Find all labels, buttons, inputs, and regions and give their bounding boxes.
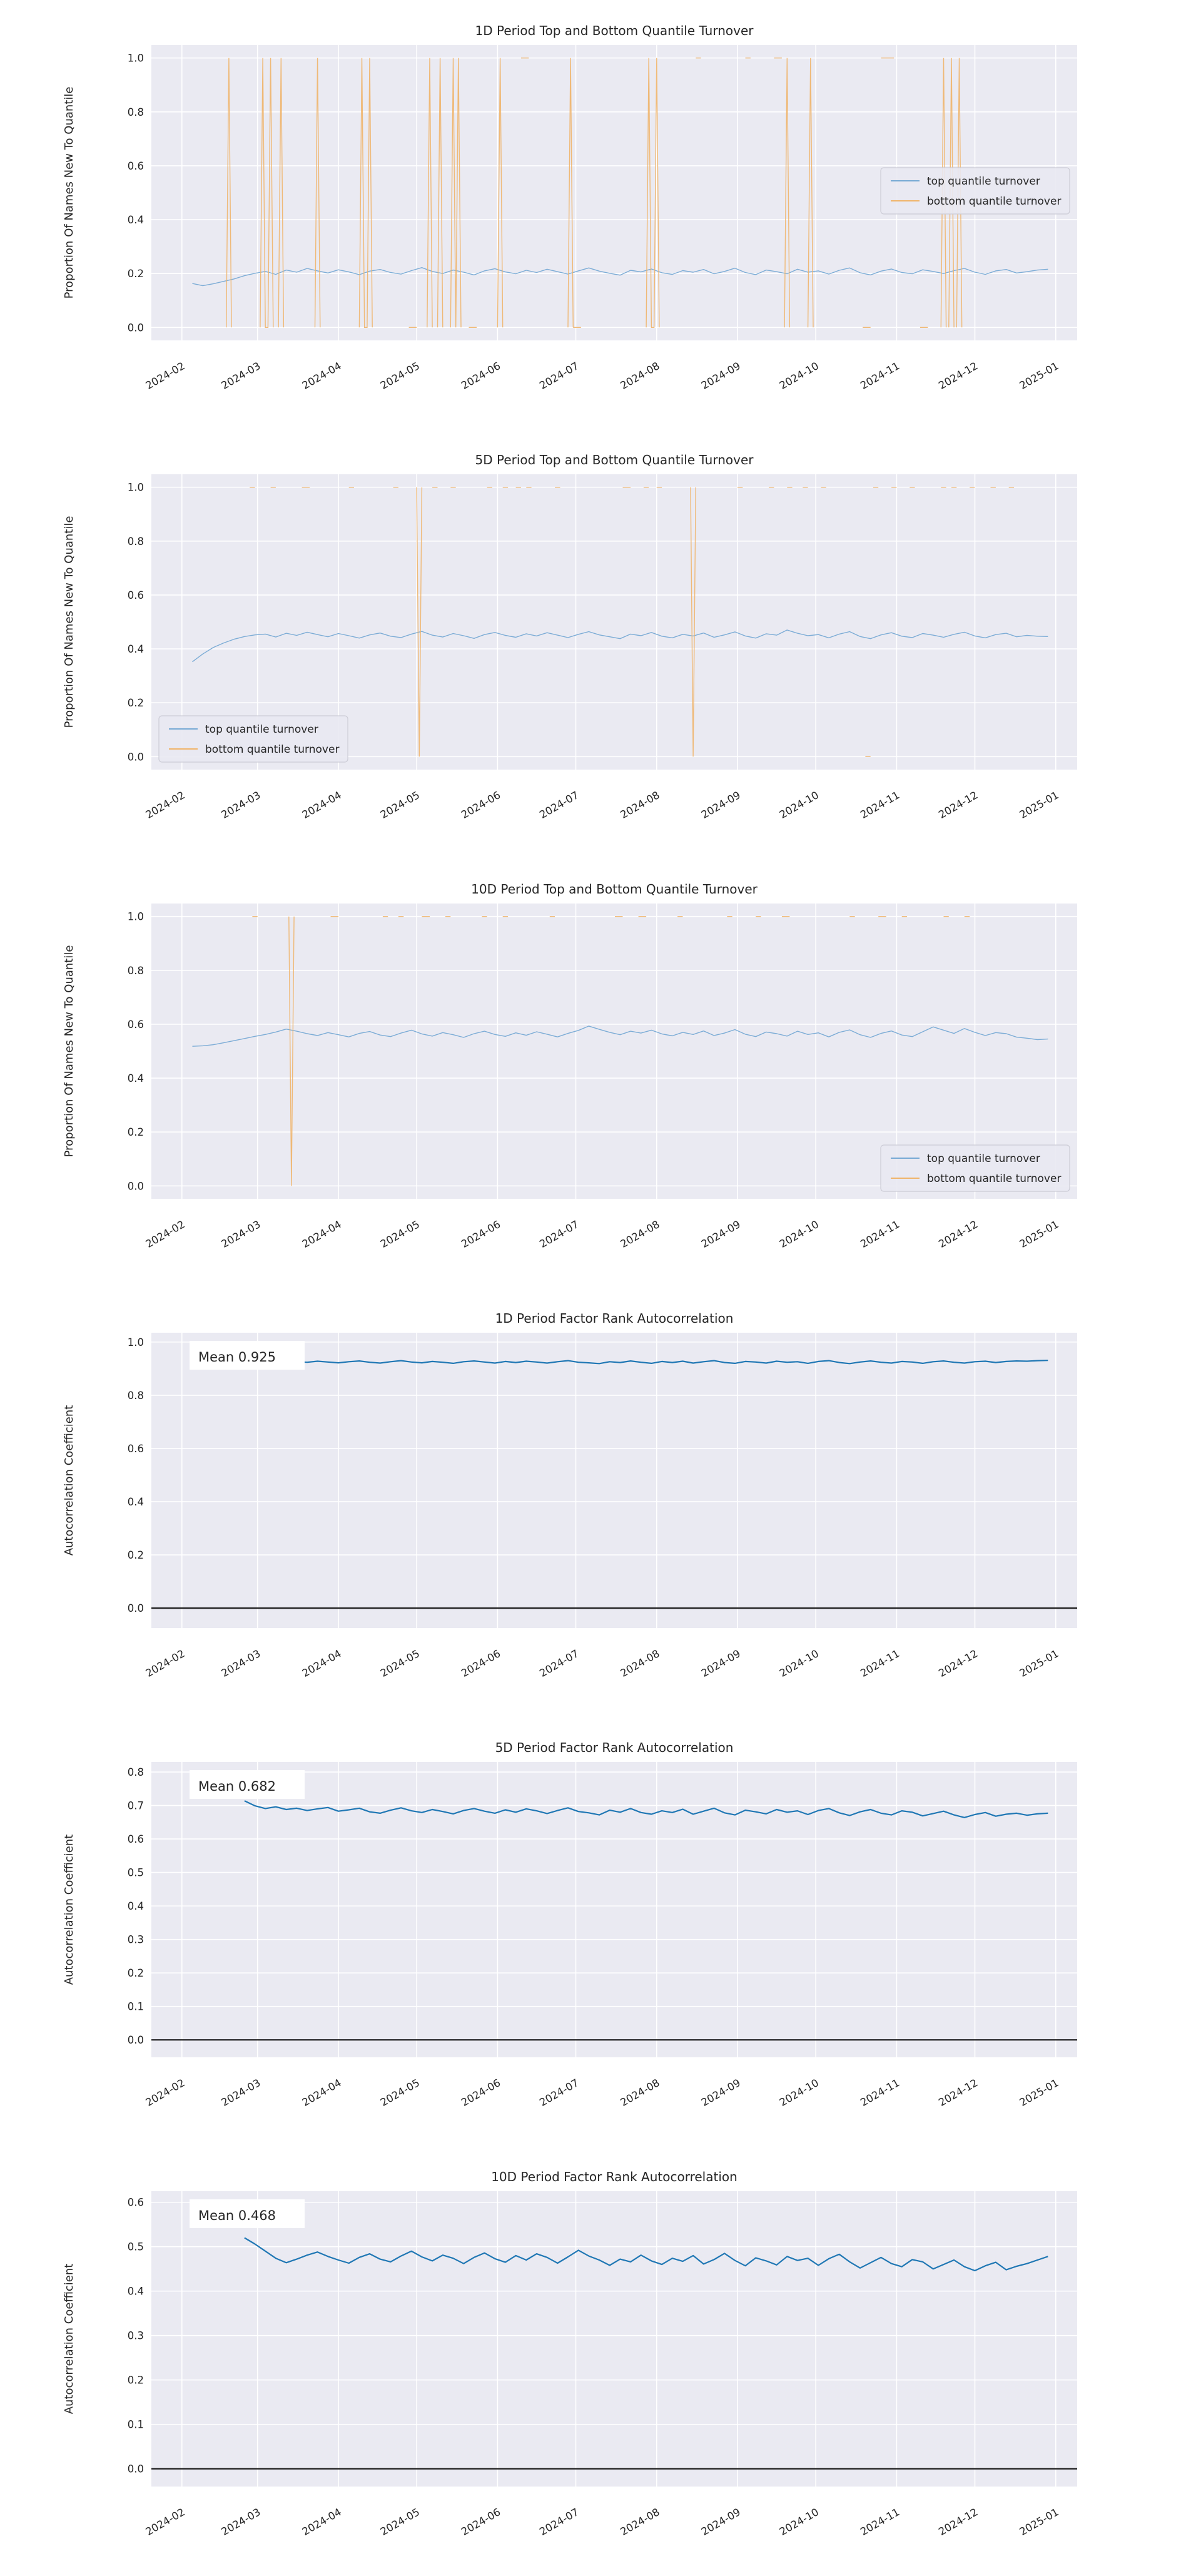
x-tick-label: 2024-09 bbox=[699, 1218, 743, 1250]
y-tick-label: 0.5 bbox=[127, 2241, 144, 2253]
subplot-5d-turnover bbox=[0, 429, 1201, 858]
y-tick-label: 0.4 bbox=[127, 214, 144, 227]
x-tick-label: 2024-10 bbox=[777, 360, 821, 392]
x-tick-label: 2024-07 bbox=[537, 1647, 581, 1679]
x-tick-label: 2024-06 bbox=[459, 2506, 503, 2538]
x-tick-label: 2024-04 bbox=[300, 1218, 344, 1250]
x-tick-label: 2024-07 bbox=[537, 789, 581, 821]
y-tick-label: 0.6 bbox=[127, 160, 144, 172]
x-tick-label: 2024-05 bbox=[378, 1218, 422, 1250]
x-tick-label: 2024-12 bbox=[936, 2506, 980, 2538]
y-axis-label: Proportion Of Names New To Quantile bbox=[63, 945, 76, 1158]
x-tick-label: 2024-06 bbox=[459, 2077, 503, 2109]
legend-label: top quantile turnover bbox=[927, 1153, 1040, 1165]
x-tick-label: 2024-02 bbox=[143, 2077, 187, 2109]
x-tick-label: 2025-01 bbox=[1017, 1647, 1061, 1679]
x-tick-label: 2024-08 bbox=[618, 360, 662, 392]
y-axis-label: Proportion Of Names New To Quantile bbox=[63, 516, 76, 728]
y-tick-label: 0.2 bbox=[127, 1549, 144, 1562]
y-tick-label: 0.8 bbox=[127, 1766, 144, 1779]
y-tick-label: 0.0 bbox=[127, 322, 144, 334]
x-tick-label: 2024-07 bbox=[537, 2077, 581, 2109]
y-axis-label: Autocorrelation Coefficient bbox=[63, 2263, 76, 2415]
legend-label: top quantile turnover bbox=[927, 175, 1040, 188]
y-tick-label: 0.2 bbox=[127, 268, 144, 280]
x-tick-label: 2024-06 bbox=[459, 789, 503, 821]
chart-svg bbox=[0, 1288, 1201, 1717]
x-tick-label: 2024-02 bbox=[143, 789, 187, 821]
x-tick-label: 2024-04 bbox=[300, 360, 344, 392]
y-tick-label: 0.8 bbox=[127, 964, 144, 977]
x-tick-label: 2024-06 bbox=[459, 360, 503, 392]
legend-label: top quantile turnover bbox=[205, 723, 318, 736]
y-tick-label: 0.0 bbox=[127, 2463, 144, 2475]
x-tick-label: 2024-12 bbox=[936, 1218, 980, 1250]
x-tick-label: 2024-09 bbox=[699, 2506, 743, 2538]
y-tick-label: 0.6 bbox=[127, 1018, 144, 1031]
x-tick-label: 2025-01 bbox=[1017, 789, 1061, 821]
chart-svg bbox=[0, 0, 1201, 429]
x-tick-label: 2024-08 bbox=[618, 1647, 662, 1679]
x-tick-label: 2024-10 bbox=[777, 2077, 821, 2109]
x-tick-label: 2024-05 bbox=[378, 1647, 422, 1679]
x-tick-label: 2024-08 bbox=[618, 2506, 662, 2538]
chart-title: 1D Period Factor Rank Autocorrelation bbox=[495, 1311, 734, 1326]
y-tick-label: 0.0 bbox=[127, 2034, 144, 2047]
x-tick-label: 2024-12 bbox=[936, 360, 980, 392]
x-tick-label: 2024-09 bbox=[699, 789, 743, 821]
x-tick-label: 2024-08 bbox=[618, 1218, 662, 1250]
y-tick-label: 0.4 bbox=[127, 1072, 144, 1085]
plot-area bbox=[151, 1762, 1077, 2057]
x-tick-label: 2024-06 bbox=[459, 1218, 503, 1250]
chart-svg bbox=[0, 2146, 1201, 2575]
y-tick-label: 0.4 bbox=[127, 1496, 144, 1509]
plot-area bbox=[151, 1333, 1077, 1628]
y-tick-label: 0.4 bbox=[127, 1900, 144, 1913]
subplot-5d-autocorrelation bbox=[0, 1717, 1201, 2146]
x-tick-label: 2024-03 bbox=[219, 1647, 263, 1679]
x-tick-label: 2024-03 bbox=[219, 789, 263, 821]
chart-title: 10D Period Factor Rank Autocorrelation bbox=[491, 2169, 737, 2184]
x-tick-label: 2024-10 bbox=[777, 1218, 821, 1250]
x-tick-label: 2024-09 bbox=[699, 360, 743, 392]
y-tick-label: 0.6 bbox=[127, 589, 144, 601]
y-tick-label: 0.6 bbox=[127, 2196, 144, 2209]
y-tick-label: 0.7 bbox=[127, 1800, 144, 1812]
x-tick-label: 2024-11 bbox=[858, 2506, 902, 2538]
legend-label: bottom quantile turnover bbox=[205, 743, 340, 756]
y-axis-label: Proportion Of Names New To Quantile bbox=[63, 86, 76, 299]
x-tick-label: 2024-04 bbox=[300, 789, 344, 821]
x-tick-label: 2024-02 bbox=[143, 1647, 187, 1679]
chart-title: 5D Period Factor Rank Autocorrelation bbox=[495, 1740, 734, 1755]
x-tick-label: 2025-01 bbox=[1017, 360, 1061, 392]
mean-annotation: Mean 0.468 bbox=[198, 2208, 276, 2223]
x-tick-label: 2024-07 bbox=[537, 2506, 581, 2538]
x-tick-label: 2024-04 bbox=[300, 1647, 344, 1679]
subplot-1d-turnover bbox=[0, 0, 1201, 429]
y-tick-label: 0.8 bbox=[127, 1389, 144, 1402]
y-tick-label: 0.1 bbox=[127, 2000, 144, 2013]
legend-label: bottom quantile turnover bbox=[927, 1173, 1062, 1185]
y-tick-label: 0.0 bbox=[127, 1180, 144, 1193]
chart-svg bbox=[0, 429, 1201, 858]
x-tick-label: 2024-03 bbox=[219, 2077, 263, 2109]
x-tick-label: 2025-01 bbox=[1017, 2506, 1061, 2538]
legend-label: bottom quantile turnover bbox=[927, 195, 1062, 208]
legend bbox=[881, 168, 1070, 214]
x-tick-label: 2024-11 bbox=[858, 360, 902, 392]
chart-title: 1D Period Top and Bottom Quantile Turnover bbox=[475, 23, 754, 38]
x-tick-label: 2024-10 bbox=[777, 2506, 821, 2538]
y-tick-label: 1.0 bbox=[127, 1336, 144, 1348]
x-tick-label: 2024-05 bbox=[378, 2077, 422, 2109]
y-tick-label: 0.4 bbox=[127, 643, 144, 656]
chart-svg bbox=[0, 1717, 1201, 2146]
x-tick-label: 2024-03 bbox=[219, 1218, 263, 1250]
subplot-10d-turnover bbox=[0, 858, 1201, 1288]
y-tick-label: 0.5 bbox=[127, 1866, 144, 1879]
chart-title: 5D Period Top and Bottom Quantile Turnover bbox=[475, 452, 754, 467]
x-tick-label: 2024-10 bbox=[777, 1647, 821, 1679]
legend bbox=[881, 1145, 1070, 1191]
y-tick-label: 0.8 bbox=[127, 106, 144, 118]
y-tick-label: 0.0 bbox=[127, 1602, 144, 1615]
y-tick-label: 0.0 bbox=[127, 751, 144, 763]
chart-title: 10D Period Top and Bottom Quantile Turnover bbox=[471, 882, 758, 897]
x-tick-label: 2024-08 bbox=[618, 789, 662, 821]
x-tick-label: 2024-04 bbox=[300, 2077, 344, 2109]
x-tick-label: 2024-09 bbox=[699, 2077, 743, 2109]
x-tick-label: 2024-02 bbox=[143, 1218, 187, 1250]
y-tick-label: 0.2 bbox=[127, 1967, 144, 1980]
x-tick-label: 2024-05 bbox=[378, 789, 422, 821]
y-tick-label: 0.2 bbox=[127, 697, 144, 710]
x-tick-label: 2024-11 bbox=[858, 789, 902, 821]
x-tick-label: 2024-09 bbox=[699, 1647, 743, 1679]
x-tick-label: 2024-08 bbox=[618, 2077, 662, 2109]
chart-svg bbox=[0, 858, 1201, 1288]
legend bbox=[159, 716, 348, 762]
y-tick-label: 0.2 bbox=[127, 2374, 144, 2386]
x-tick-label: 2024-11 bbox=[858, 1218, 902, 1250]
y-tick-label: 0.1 bbox=[127, 2418, 144, 2431]
x-tick-label: 2024-12 bbox=[936, 2077, 980, 2109]
y-tick-label: 0.4 bbox=[127, 2285, 144, 2298]
x-tick-label: 2024-06 bbox=[459, 1647, 503, 1679]
subplot-10d-autocorrelation bbox=[0, 2146, 1201, 2575]
x-tick-label: 2024-12 bbox=[936, 1647, 980, 1679]
x-tick-label: 2024-12 bbox=[936, 789, 980, 821]
x-tick-label: 2024-07 bbox=[537, 360, 581, 392]
x-tick-label: 2024-10 bbox=[777, 789, 821, 821]
x-tick-label: 2024-02 bbox=[143, 2506, 187, 2538]
x-tick-label: 2025-01 bbox=[1017, 1218, 1061, 1250]
x-tick-label: 2024-03 bbox=[219, 2506, 263, 2538]
y-tick-label: 0.3 bbox=[127, 2329, 144, 2342]
plot-area bbox=[151, 2191, 1077, 2487]
y-axis-label: Autocorrelation Coefficient bbox=[63, 1405, 76, 1556]
y-tick-label: 1.0 bbox=[127, 52, 144, 64]
x-tick-label: 2024-11 bbox=[858, 2077, 902, 2109]
y-tick-label: 1.0 bbox=[127, 910, 144, 923]
x-tick-label: 2024-11 bbox=[858, 1647, 902, 1679]
y-tick-label: 0.2 bbox=[127, 1126, 144, 1139]
x-tick-label: 2024-03 bbox=[219, 360, 263, 392]
x-tick-label: 2025-01 bbox=[1017, 2077, 1061, 2109]
x-tick-label: 2024-02 bbox=[143, 360, 187, 392]
x-tick-label: 2024-04 bbox=[300, 2506, 344, 2538]
y-tick-label: 0.6 bbox=[127, 1833, 144, 1846]
y-tick-label: 0.8 bbox=[127, 535, 144, 547]
mean-annotation: Mean 0.925 bbox=[198, 1350, 276, 1365]
y-tick-label: 1.0 bbox=[127, 481, 144, 494]
subplot-1d-autocorrelation bbox=[0, 1288, 1201, 1717]
y-axis-label: Autocorrelation Coefficient bbox=[63, 1834, 76, 1985]
y-tick-label: 0.6 bbox=[127, 1442, 144, 1455]
x-tick-label: 2024-07 bbox=[537, 1218, 581, 1250]
x-tick-label: 2024-05 bbox=[378, 360, 422, 392]
y-tick-label: 0.3 bbox=[127, 1933, 144, 1946]
mean-annotation: Mean 0.682 bbox=[198, 1779, 276, 1794]
x-tick-label: 2024-05 bbox=[378, 2506, 422, 2538]
